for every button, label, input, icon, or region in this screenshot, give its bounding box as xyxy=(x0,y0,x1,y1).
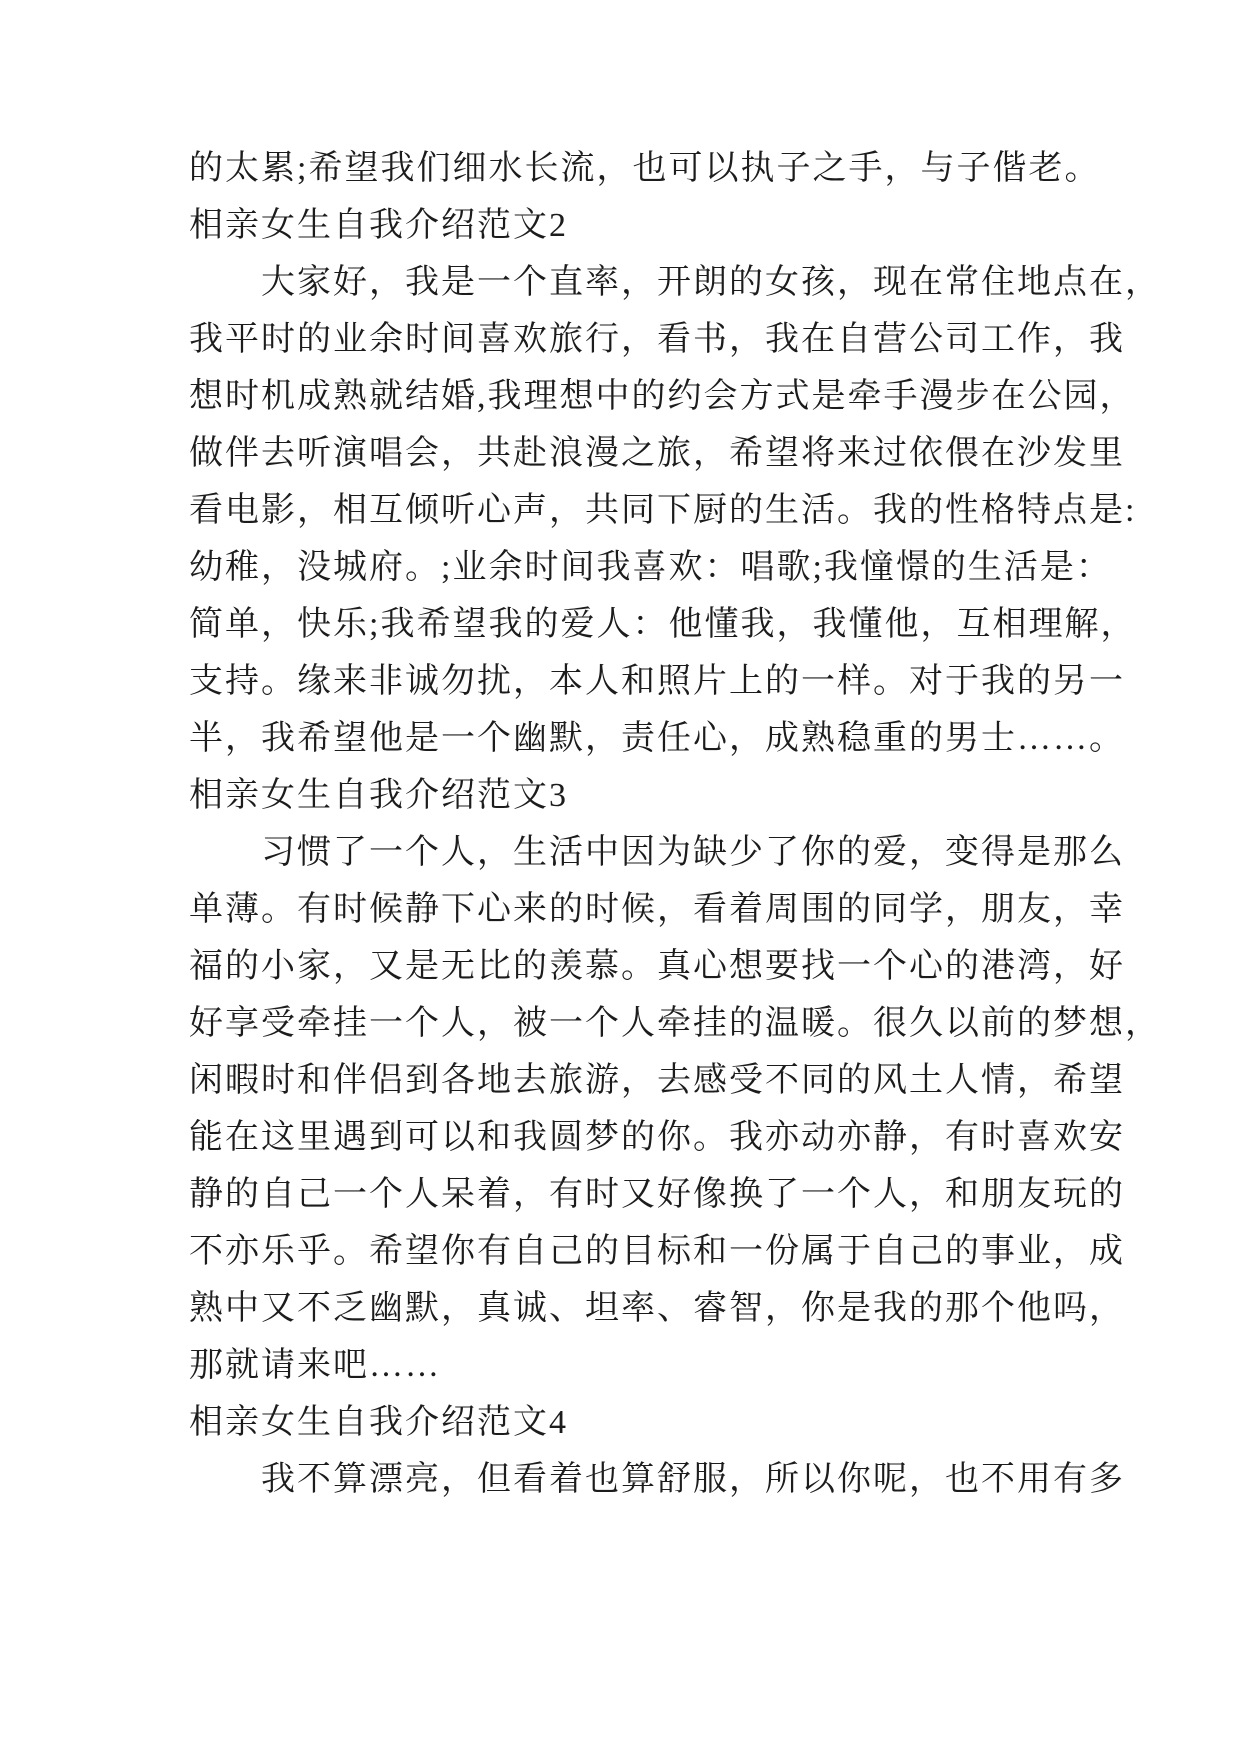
text-line: 静的自己一个人呆着，有时又好像换了一个人，和朋友玩的 xyxy=(189,1176,1125,1213)
text-line: 习惯了一个人，生活中因为缺少了你的爱，变得是那么 xyxy=(261,834,1125,871)
section-heading: 相亲女生自我介绍范文2 xyxy=(189,207,568,244)
document-text-block xyxy=(189,140,1161,1508)
text-line: 支持。缘来非诚勿扰，本人和照片上的一样。对于我的另一 xyxy=(189,663,1125,700)
section-heading: 相亲女生自我介绍范文4 xyxy=(189,1404,568,1441)
text-line: 熟中又不乏幽默，真诚、坦率、睿智，你是我的那个他吗， xyxy=(189,1290,1125,1327)
text-line: 半，我希望他是一个幽默，责任心，成熟稳重的男士……。 xyxy=(189,720,1125,757)
text-line: 我不算漂亮，但看着也算舒服，所以你呢，也不用有多 xyxy=(261,1461,1125,1498)
text-line: 看电影，相互倾听心声，共同下厨的生活。我的性格特点是: xyxy=(189,492,1137,529)
text-line: 简单，快乐;我希望我的爱人：他懂我，我懂他，互相理解， xyxy=(189,606,1137,643)
text-line: 想时机成熟就结婚,我理想中的约会方式是牵手漫步在公园， xyxy=(189,378,1136,415)
text-line: 不亦乐乎。希望你有自己的目标和一份属于自己的事业，成 xyxy=(189,1233,1125,1270)
text-line: 那就请来吧…… xyxy=(189,1347,441,1384)
text-line: 单薄。有时候静下心来的时候，看着周围的同学，朋友，幸 xyxy=(189,891,1125,928)
text-line: 大家好，我是一个直率，开朗的女孩，现在常住地点在， xyxy=(261,264,1161,301)
text-line: 做伴去听演唱会，共赴浪漫之旅，希望将来过依偎在沙发里 xyxy=(189,435,1125,472)
text-line: 能在这里遇到可以和我圆梦的你。我亦动亦静，有时喜欢安 xyxy=(189,1119,1125,1156)
text-line: 闲暇时和伴侣到各地去旅游，去感受不同的风土人情，希望 xyxy=(189,1062,1125,1099)
text-line: 幼稚，没城府。;业余时间我喜欢：唱歌;我憧憬的生活是： xyxy=(189,549,1112,586)
text-line: 我平时的业余时间喜欢旅行，看书，我在自营公司工作，我 xyxy=(189,321,1125,358)
text-line: 的太累;希望我们细水长流，也可以执子之手，与子偕老。 xyxy=(189,150,1101,187)
text-line: 福的小家，又是无比的羡慕。真心想要找一个心的港湾，好 xyxy=(189,948,1125,985)
text-line: 好享受牵挂一个人，被一个人牵挂的温暖。很久以前的梦想， xyxy=(189,1005,1161,1042)
section-heading: 相亲女生自我介绍范文3 xyxy=(189,777,568,814)
